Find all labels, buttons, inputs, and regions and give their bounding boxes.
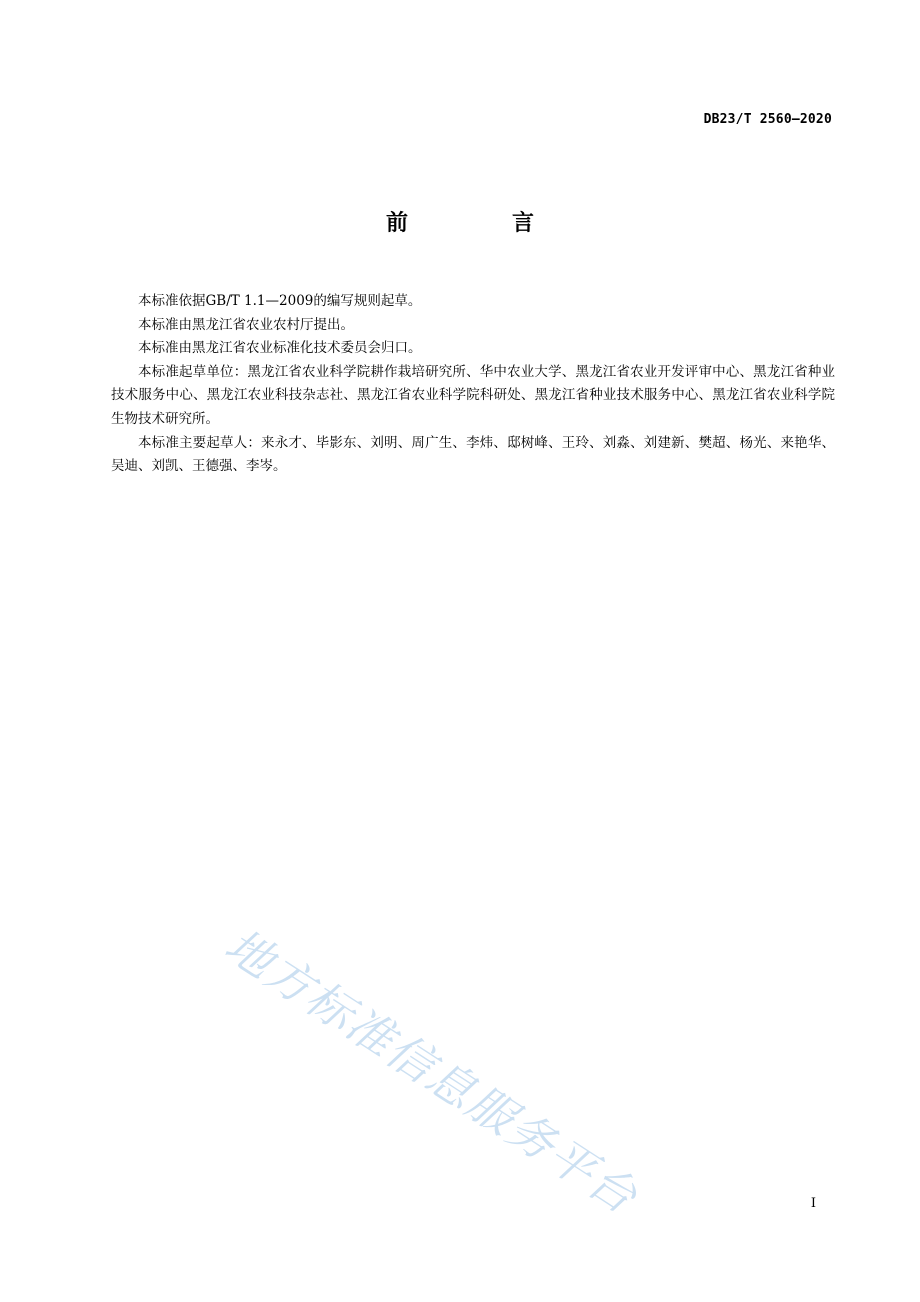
page-title: 前言: [385, 211, 638, 236]
foreword-body: [111, 290, 835, 479]
paragraph-proposer: 本标准由黑龙江省农业农村厅提出。: [138, 316, 354, 333]
paragraph-drafting-rule: 本标准依据GB/T 1.1—2009的编写规则起草。: [138, 293, 422, 309]
paragraph-drafting-units: 本标准起草单位：黑龙江省农业科学院耕作栽培研究所、华中农业大学、黑龙江省农业开发评审中心、黑龙江省种业技术服务中心、黑龙江农业科技杂志社、黑龙江省农业科学院科研处、黑龙江省种业技术服务中心、黑龙江省农业科学院生物技术研究所。: [111, 363, 835, 427]
paragraph-administrator: 本标准由黑龙江省农业标准化技术委员会归口。: [138, 340, 422, 357]
paragraph-drafters: 本标准主要起草人：来永才、毕影东、刘明、周广生、李炜、邸树峰、王玲、刘淼、刘建新、樊超、杨光、来艳华、吴迪、刘凯、王德强、李岑。: [111, 434, 835, 475]
page-number: I: [810, 1196, 816, 1211]
standard-code: DB23/T 2560—2020: [703, 112, 832, 127]
watermark: 地方标准信息服务平台: [215, 917, 648, 1225]
